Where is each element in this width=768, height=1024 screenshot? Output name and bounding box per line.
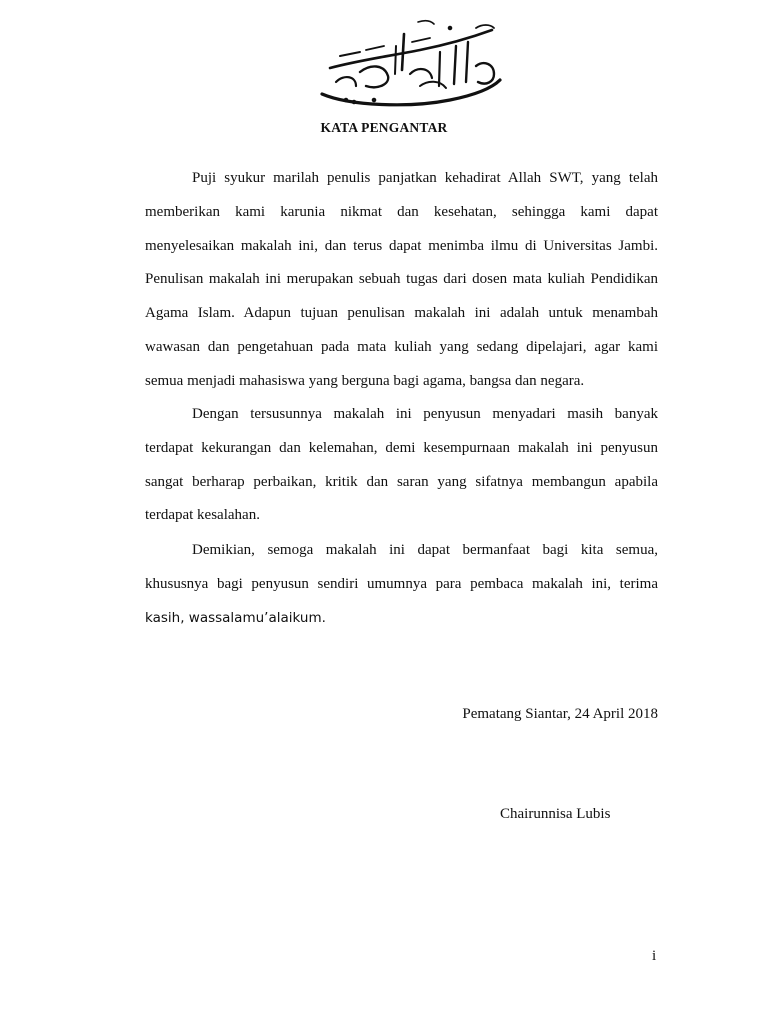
paragraph-2 <box>145 404 658 539</box>
paragraph-line: Agama Islam. Adapun tujuan penulisan makalah ini adalah untuk menambah <box>145 305 658 322</box>
page-title: KATA PENGANTAR <box>320 120 448 135</box>
paragraph-line: memberikan kami karunia nikmat dan kesehatan, sehingga kami dapat <box>145 203 658 220</box>
paragraph-line: semua menjadi mahasiswa yang berguna bagi agama, bangsa dan negara. <box>145 372 585 389</box>
paragraph-line: Dengan tersusunnya makalah ini penyusun menyadari masih banyak <box>192 406 658 422</box>
paragraph-1 <box>145 168 658 405</box>
paragraph-line: Puji syukur marilah penulis panjatkan kehadirat Allah SWT, yang telah <box>192 170 658 186</box>
paragraph-line: wawasan dan pengetahuan pada mata kuliah yang sedang dipelajari, agar kami <box>145 338 658 355</box>
paragraph-line: Demikian, semoga makalah ini dapat bermanfaat bagi kita semua, <box>192 542 658 558</box>
paragraph-line: menyelesaikan makalah ini, dan terus dapat menimba ilmu di Universitas Jambi. <box>145 237 658 254</box>
paragraph-line: sangat berharap perbaikan, kritik dan saran yang sifatnya membangun apabila <box>145 473 658 490</box>
paragraph-line: kasih, wassalamu’alaikum. <box>145 609 326 626</box>
paragraph-line: khususnya bagi penyusun sendiri umumnya para pembaca makalah ini, terima <box>145 575 658 592</box>
paragraph-line: terdapat kesalahan. <box>145 507 260 524</box>
paragraph-3 <box>145 540 658 641</box>
paragraph-line: terdapat kekurangan dan kelemahan, demi kesempurnaan makalah ini penyusun <box>145 439 658 456</box>
page-number: i <box>652 948 657 964</box>
paragraph-line: Penulisan makalah ini merupakan sebuah tugas dari dosen mata kuliah Pendidikan <box>145 271 658 288</box>
place-date: Pematang Siantar, 24 April 2018 <box>462 706 658 722</box>
basmalah-calligraphy-icon <box>300 16 510 112</box>
signer-name: Chairunnisa Lubis <box>500 806 611 822</box>
